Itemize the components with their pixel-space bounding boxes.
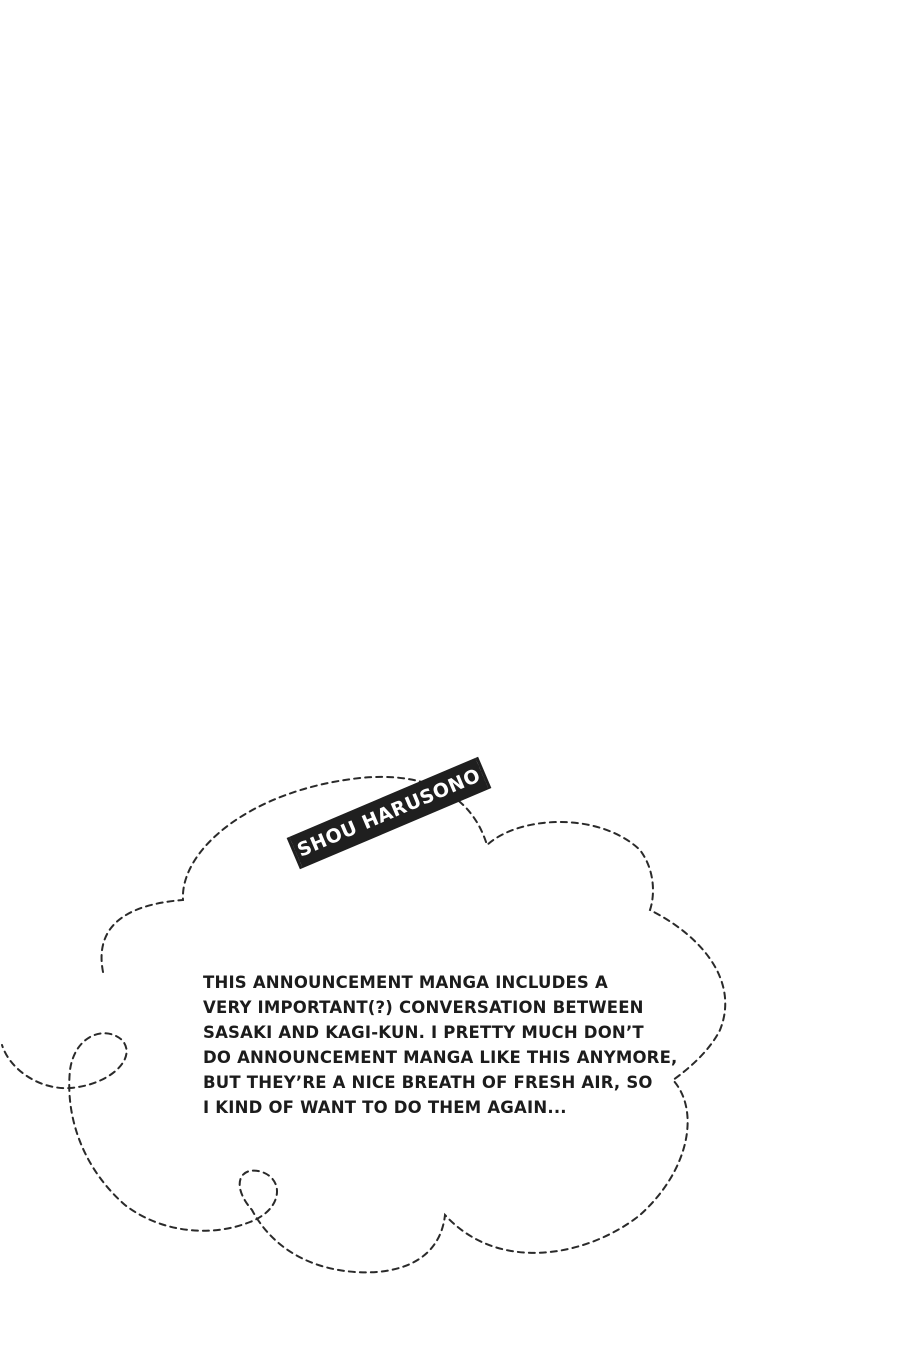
author-name-tag: SHOU HARUSONO [287, 757, 492, 870]
note-line: SASAKI AND KAGI-KUN. I PRETTY MUCH DON’T [203, 1023, 644, 1042]
note-line: VERY IMPORTANT(?) CONVERSATION BETWEEN [203, 998, 644, 1017]
author-note [203, 970, 678, 1120]
note-line: DO ANNOUNCEMENT MANGA LIKE THIS ANYMORE, [203, 1048, 678, 1067]
note-line: I KIND OF WANT TO DO THEM AGAIN... [203, 1098, 567, 1117]
note-line: THIS ANNOUNCEMENT MANGA INCLUDES A [203, 973, 608, 992]
note-line: BUT THEY’RE A NICE BREATH OF FRESH AIR, SO [203, 1073, 653, 1092]
